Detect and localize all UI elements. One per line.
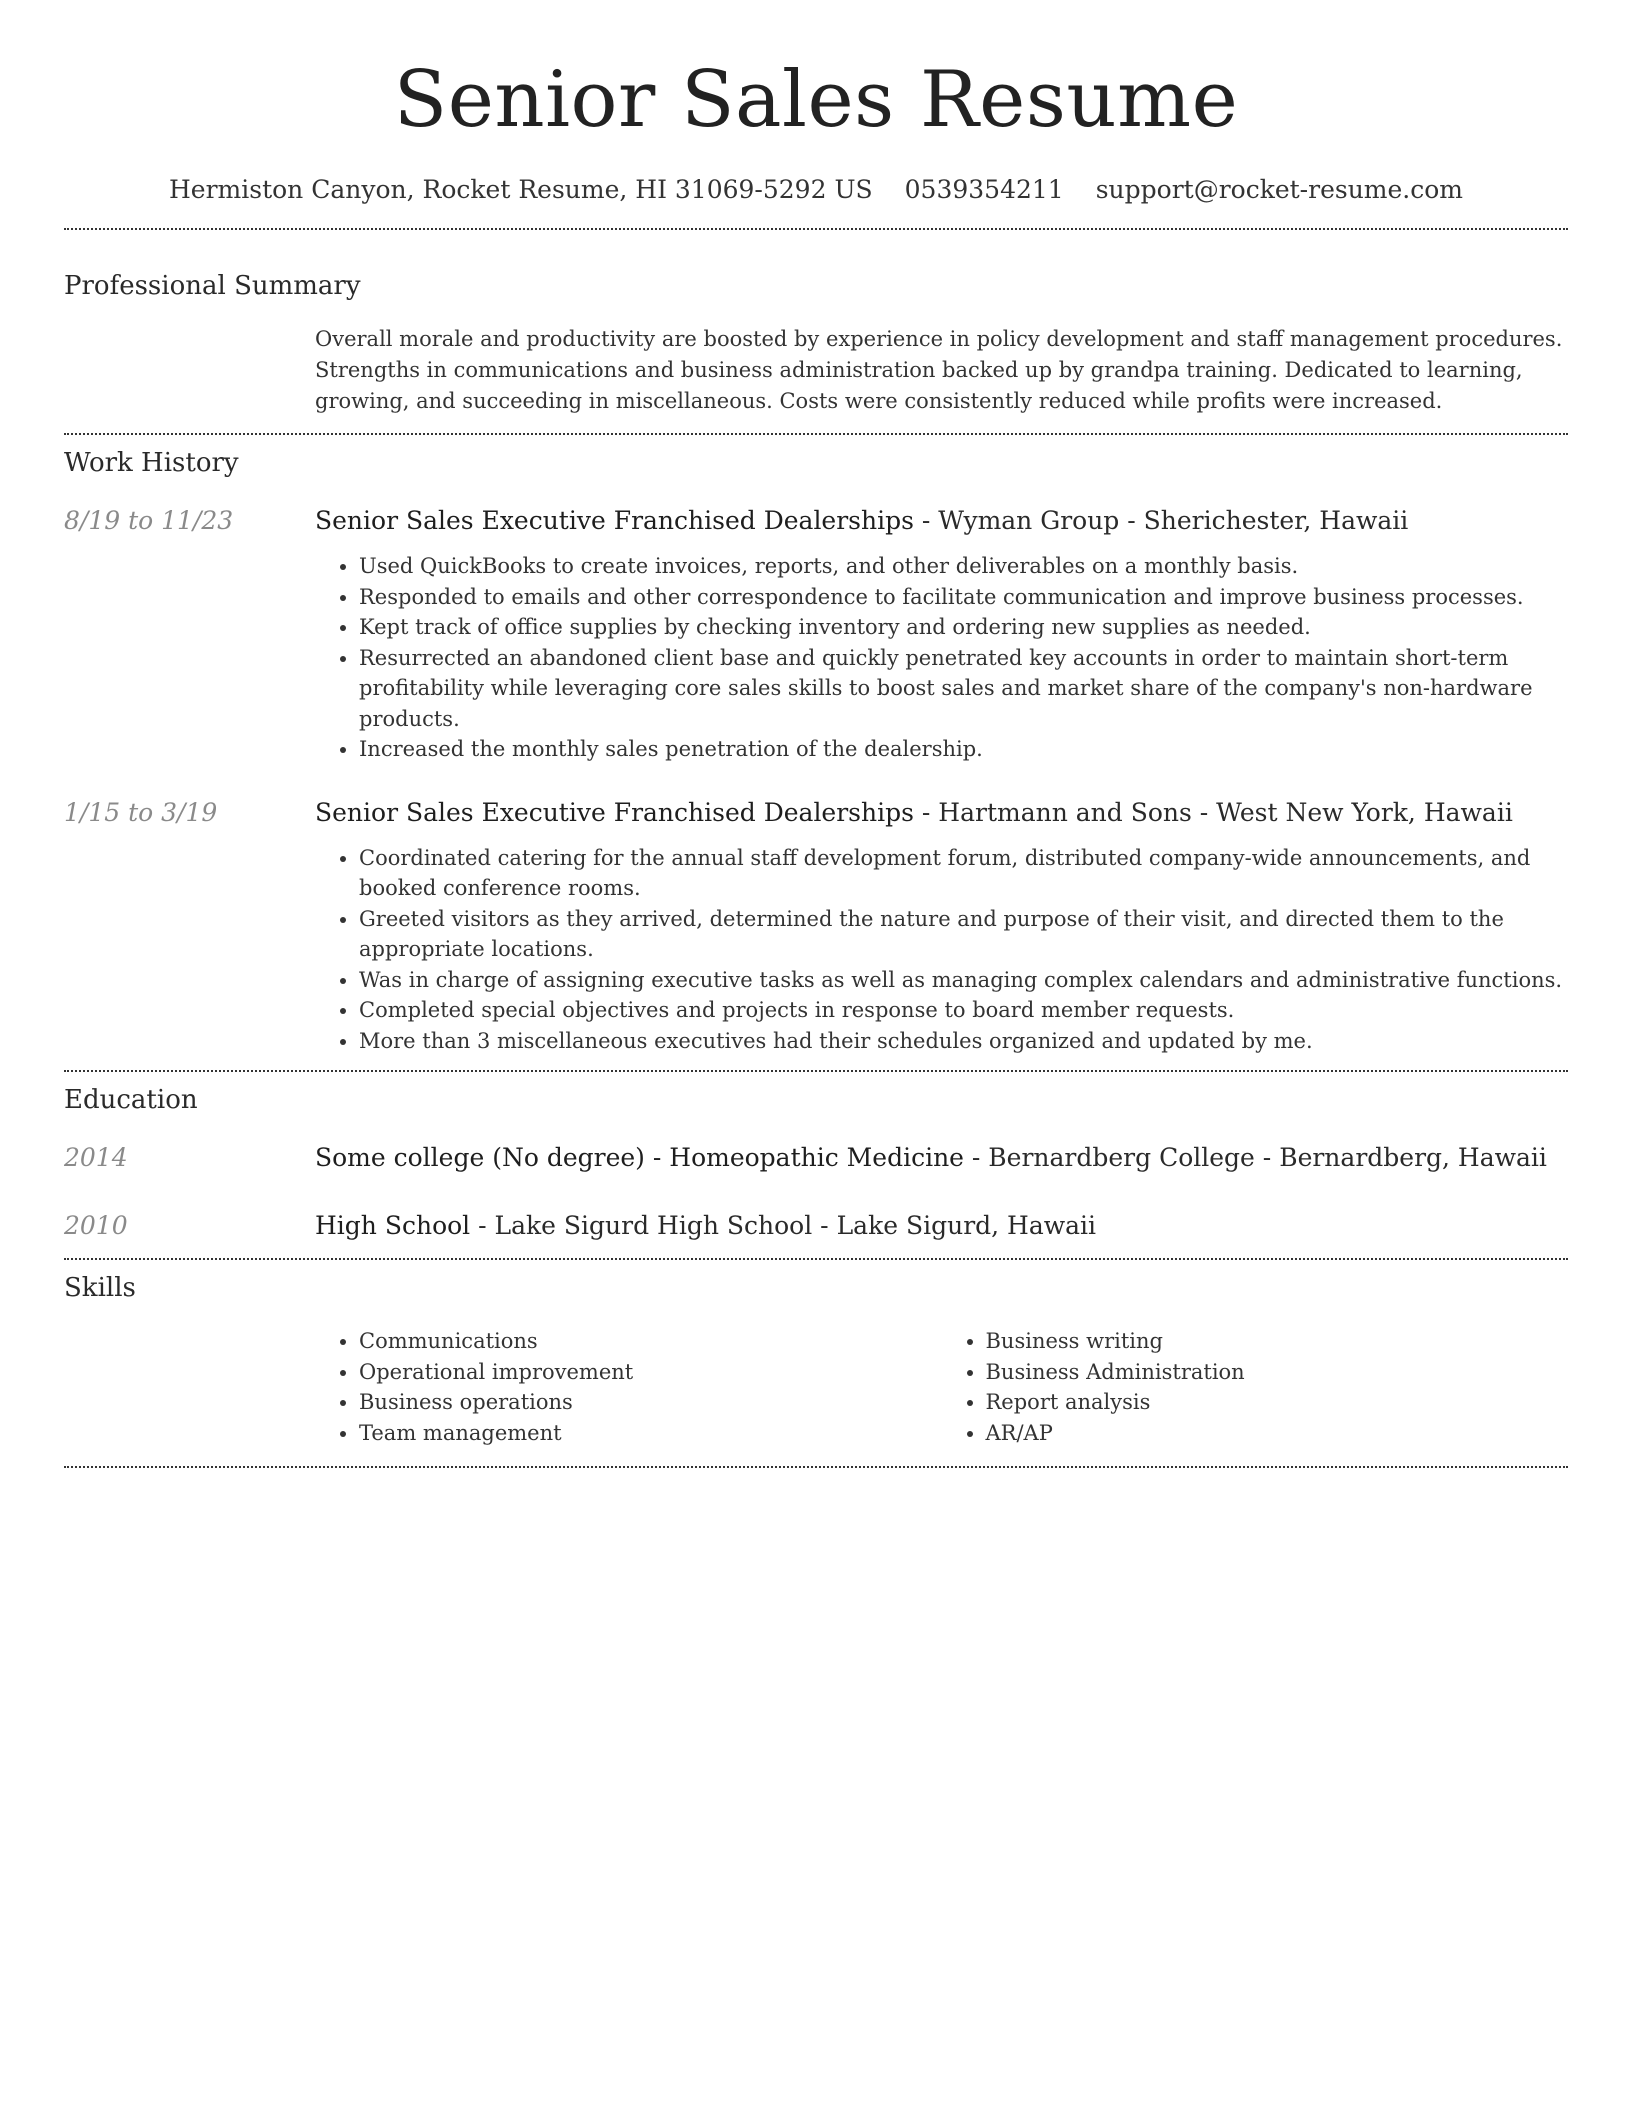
job-bullet: • Resurrected an abandoned client base and quickly penetrated key accounts in order to maintain short-term profitability while leveraging core sales skills to boost sales and market share of the company's non-hardware products. (359, 643, 1568, 735)
job-bullets (315, 843, 1568, 1057)
job-role: Senior Sales Executive Franchised Dealerships (315, 506, 914, 535)
divider (64, 1258, 1568, 1260)
skills-list-right (942, 1326, 1569, 1448)
work-section (64, 445, 1568, 1056)
summary-text: Overall morale and productivity are boosted by experience in policy development and staff management procedures. Strengths in communications and business administration backed up by grandpa training. Dedicated to learning, growing, and succeeding in miscellaneous. Costs were consistently reduced while profits were increased. (315, 327, 1563, 413)
divider (64, 1070, 1568, 1072)
divider (64, 433, 1568, 435)
divider (64, 1466, 1568, 1468)
job-content (315, 503, 1568, 765)
resume-header (0, 0, 1632, 210)
education-section (64, 1082, 1568, 1244)
job-bullet: • Completed special objectives and projects in response to board member requests. (359, 995, 1568, 1026)
education-school: - Bernardberg College - Bernardberg, Hawaii (963, 1143, 1547, 1172)
section-title-skills: Skills (64, 1273, 136, 1303)
skill-item: • Team management (359, 1418, 942, 1449)
education-degree: Some college (No degree) - Homeopathic Medicine (315, 1143, 964, 1172)
skill-item: • Business operations (359, 1387, 942, 1418)
summary-section (64, 268, 1568, 417)
section-title-education: Education (64, 1085, 198, 1115)
skill-item: • Report analysis (986, 1387, 1569, 1418)
divider (64, 228, 1568, 230)
job-role: Senior Sales Executive Franchised Dealerships (315, 797, 914, 827)
job-bullet: • Kept track of office supplies by checking inventory and ordering new supplies as needed. (359, 612, 1568, 643)
job-entry (64, 795, 1568, 1057)
job-dates: 1/15 to 3/19 (64, 797, 218, 827)
job-title (315, 503, 1568, 539)
job-company-location: - Hartmann and Sons - West New York, Hawaii (913, 797, 1513, 827)
education-degree: High School (315, 1211, 471, 1240)
education-year: 2010 (64, 1211, 128, 1240)
skill-item: • Communications (359, 1326, 942, 1357)
job-entry (64, 503, 1568, 765)
skills-list-left (315, 1326, 942, 1448)
skill-item: • Operational improvement (359, 1357, 942, 1388)
job-bullet: • Responded to emails and other correspondence to facilitate communication and improve business processes. (359, 582, 1568, 613)
education-entry (64, 1208, 1568, 1244)
skills-row (64, 1326, 1568, 1448)
job-bullet: • Used QuickBooks to create invoices, reports, and other deliverables on a monthly basis. (359, 551, 1568, 582)
resume-title: Senior Sales Resume (393, 55, 1239, 145)
skill-item: • Business writing (986, 1326, 1569, 1357)
job-dates: 8/19 to 11/23 (64, 506, 234, 535)
job-title (315, 795, 1568, 831)
skills-section (64, 1270, 1568, 1448)
summary-row (64, 324, 1568, 417)
contact-address: Hermiston Canyon, Rocket Resume, HI 31069-5292 US (168, 175, 873, 204)
education-school: - Lake Sigurd High School - Lake Sigurd, Hawaii (470, 1211, 1097, 1240)
job-content (315, 795, 1568, 1057)
job-bullet: • Greeted visitors as they arrived, determined the nature and purpose of their visit, and directed them to the appropriate locations. (359, 904, 1568, 965)
section-title-summary: Professional Summary (64, 271, 361, 301)
contact-phone: 0539354211 (904, 175, 1064, 204)
skills-spacer (64, 1326, 315, 1448)
job-bullet: • Was in charge of assigning executive tasks as well as managing complex calendars and administrative functions. (359, 965, 1568, 996)
job-bullet: • More than 3 miscellaneous executives had their schedules organized and updated by me. (359, 1026, 1568, 1057)
skill-item: • AR/AP (986, 1418, 1569, 1449)
job-bullet: • Coordinated catering for the annual staff development forum, distributed company-wide announcements, and booked conference rooms. (359, 843, 1568, 904)
section-title-work: Work History (64, 448, 239, 478)
skill-item: • Business Administration (986, 1357, 1569, 1388)
contact-email: support@rocket-resume.com (1095, 175, 1464, 204)
contact-line (0, 170, 1632, 210)
summary-spacer (64, 324, 315, 417)
skills-grid (315, 1326, 1568, 1448)
job-company-location: - Wyman Group - Sherichester, Hawaii (913, 506, 1409, 535)
education-title (315, 1208, 1568, 1244)
job-bullets (315, 551, 1568, 765)
education-entry (64, 1140, 1568, 1176)
job-bullet: • Increased the monthly sales penetration of the dealership. (359, 734, 1568, 765)
education-title (315, 1140, 1568, 1176)
education-year: 2014 (64, 1143, 128, 1172)
